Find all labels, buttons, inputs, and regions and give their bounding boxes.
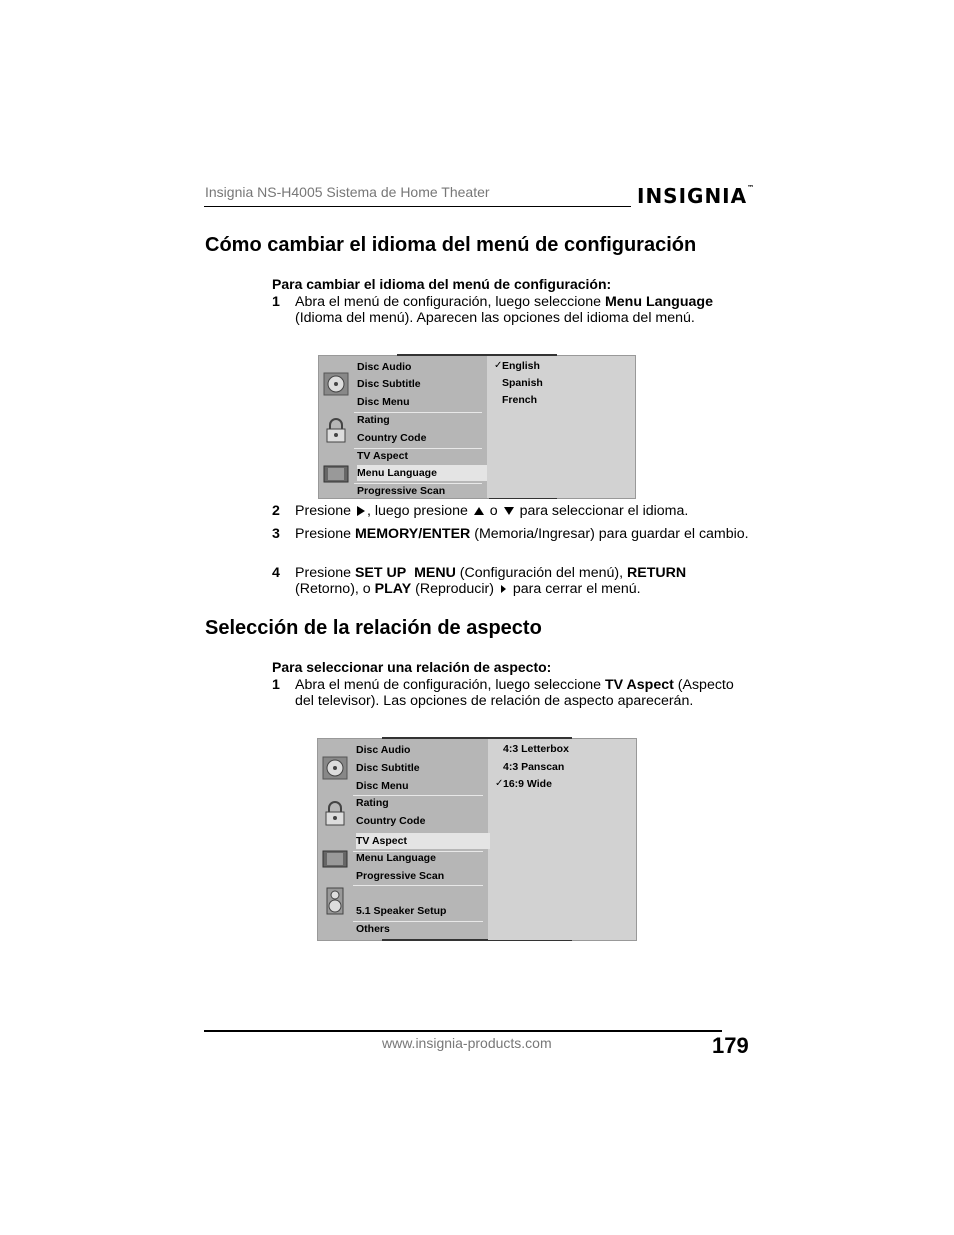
disc-icon (323, 372, 349, 401)
menu-item: Rating (357, 414, 390, 426)
section-heading-menu-language: Cómo cambiar el idioma del menú de configuración (205, 234, 697, 256)
step-4-menu-language: 4 Presione SET UP MENU (Configuración del menú), RETURN (Retorno), o PLAY (Reproducir) para cerrar el menú. (272, 565, 687, 597)
aspect-option: 16:9 Wide (503, 778, 552, 790)
menu-item: Disc Subtitle (356, 762, 420, 774)
step-1-menu-language: 1 Abra el menú de configuración, luego seleccione Menu Language (Idioma del menú). Aparecen las opciones del idioma del menú. (272, 294, 713, 326)
language-option: French (502, 394, 538, 406)
menu-item: Disc Audio (357, 361, 412, 373)
aspect-option: 4:3 Panscan (503, 761, 565, 773)
menu-item: 5.1 Speaker Setup (356, 905, 447, 917)
step-2-menu-language: 2 Presione , luego presione o para seleccionar el idioma. (272, 503, 689, 519)
step-number: 1 (272, 294, 280, 310)
tv-screen-icon (323, 464, 349, 489)
menu-item: Disc Menu (357, 396, 410, 408)
menu-item: Country Code (357, 432, 427, 444)
down-arrow-icon (504, 507, 514, 515)
up-arrow-icon (474, 507, 484, 515)
setup-menu-language-screenshot (318, 355, 636, 499)
play-icon (501, 585, 506, 593)
menu-item: Progressive Scan (357, 485, 446, 497)
menu-item: Disc Audio (356, 744, 411, 756)
menu-item: TV Aspect (357, 450, 408, 462)
aspect-option: 4:3 Letterbox (503, 743, 569, 755)
menu-item: Progressive Scan (356, 870, 445, 882)
footer-rule (204, 1030, 722, 1032)
menu-item: Country Code (356, 815, 426, 827)
language-option: Spanish (502, 377, 543, 389)
menu-item: Disc Subtitle (357, 378, 421, 390)
setup-tv-aspect-screenshot (317, 738, 637, 941)
checkmark-icon: ✓ (495, 778, 504, 789)
header-rule (204, 206, 631, 207)
menu-item: Others (356, 923, 390, 935)
checkmark-icon: ✓ (494, 360, 503, 371)
insignia-logo: INSIGNIA™ (637, 184, 755, 208)
menu-item-selected: Menu Language (357, 465, 487, 481)
menu-item: Rating (356, 797, 389, 809)
footer-url: www.insignia-products.com (382, 1035, 552, 1051)
procedure-heading-menu-language: Para cambiar el idioma del menú de configuración: (272, 276, 612, 292)
step-1-aspect-ratio: 1 Abra el menú de configuración, luego seleccione TV Aspect (Aspecto del televisor). Las opciones de relación de aspecto aparecerán. (272, 677, 734, 709)
section-heading-aspect-ratio: Selección de la relación de aspecto (205, 617, 542, 639)
lock-icon (322, 801, 348, 832)
page-number: 179 (712, 1033, 749, 1058)
disc-icon (322, 756, 348, 785)
right-arrow-icon (357, 506, 365, 516)
speaker-icon (322, 887, 348, 920)
procedure-heading-aspect-ratio: Para seleccionar una relación de aspecto: (272, 659, 552, 675)
menu-item: Menu Language (356, 852, 436, 864)
language-option: English (502, 360, 540, 372)
running-header: Insignia NS-H4005 Sistema de Home Theater (205, 184, 490, 200)
lock-icon (323, 418, 349, 449)
step-3-menu-language: 3 Presione MEMORY/ENTER (Memoria/Ingresar) para guardar el cambio. (272, 526, 749, 542)
menu-item: Disc Menu (356, 780, 409, 792)
menu-item-selected: TV Aspect (356, 833, 490, 849)
tv-screen-icon (322, 849, 348, 874)
